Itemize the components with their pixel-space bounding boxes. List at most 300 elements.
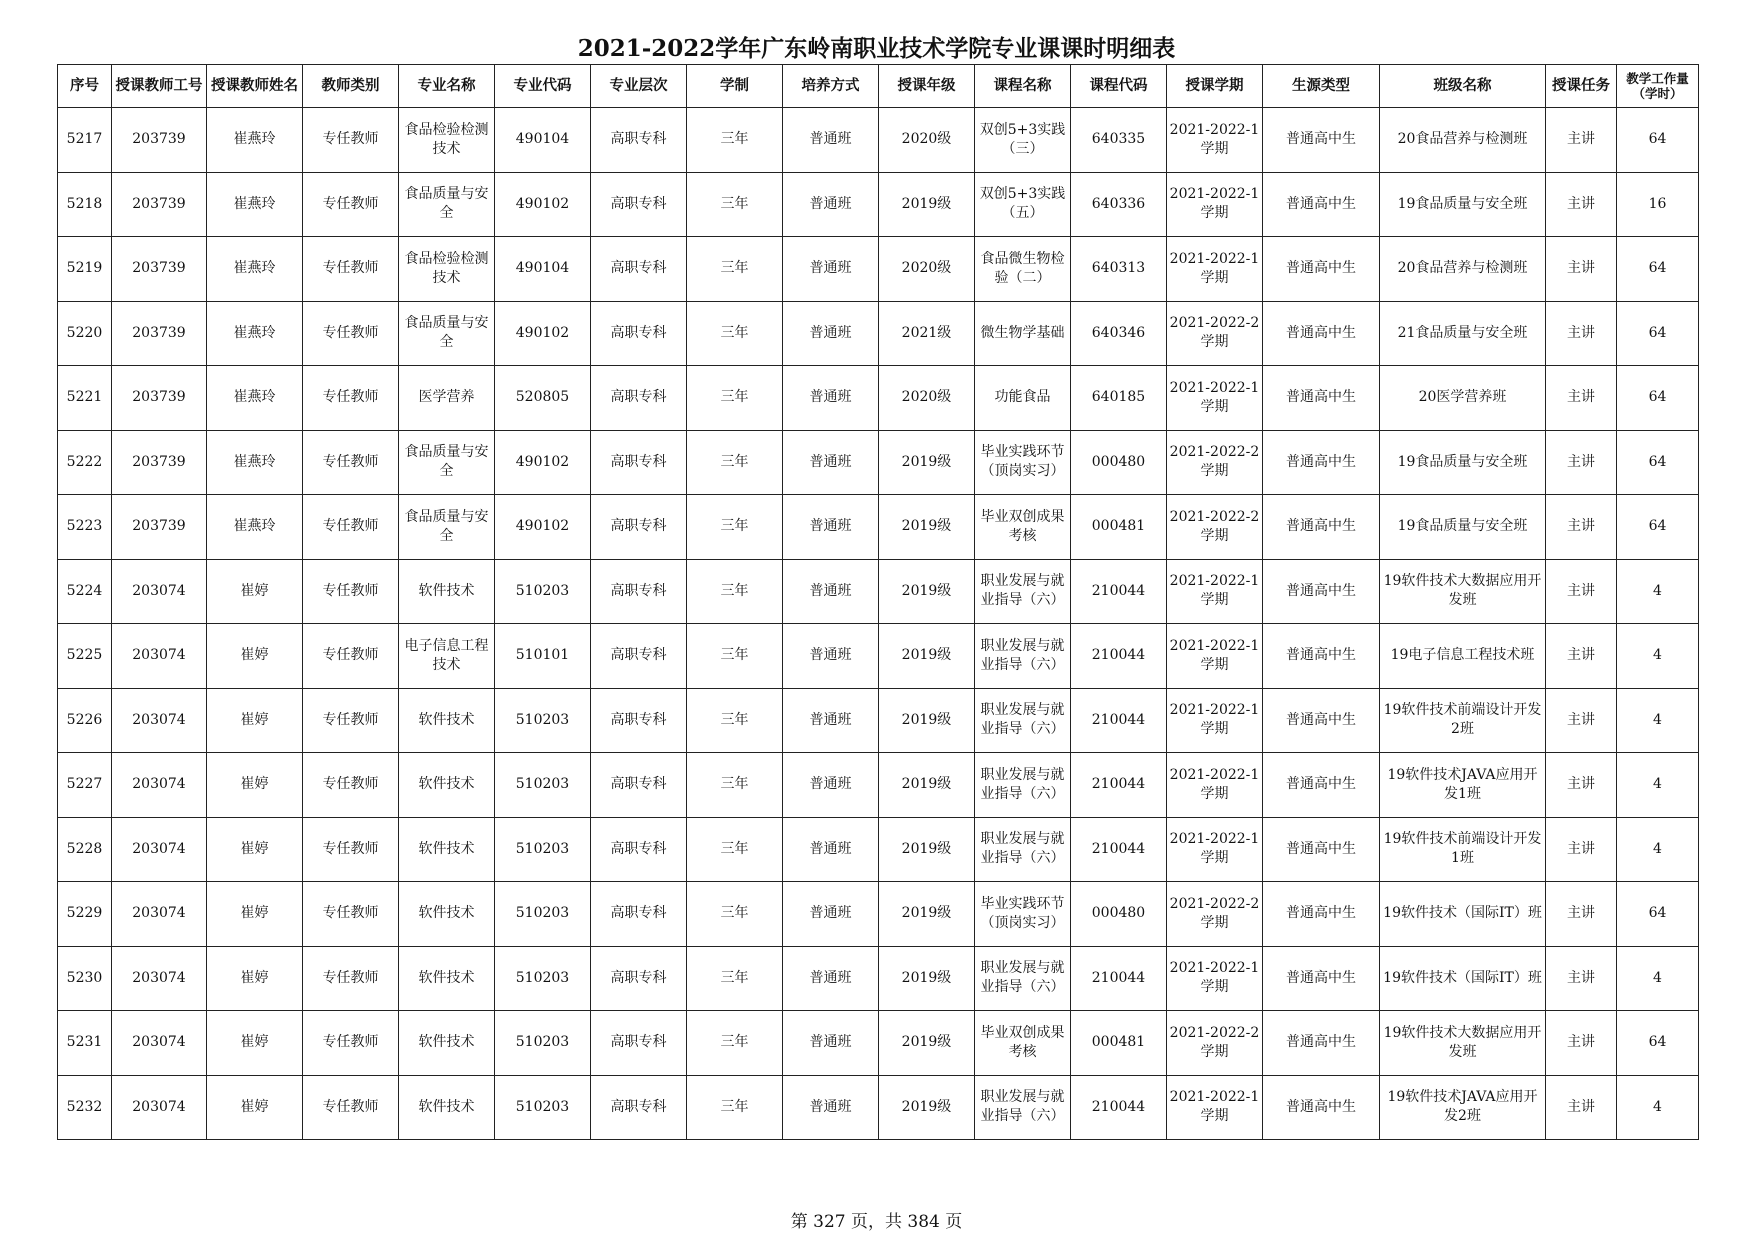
cell-major-code: 510203 [495, 1075, 591, 1140]
cell-workload: 16 [1617, 172, 1699, 237]
cell-teacher-type: 专任教师 [303, 753, 399, 818]
cell-grade: 2019级 [879, 817, 975, 882]
cell-seq: 5221 [58, 366, 112, 431]
cell-major-level: 高职专科 [591, 753, 687, 818]
cell-grade: 2021级 [879, 301, 975, 366]
cell-seq: 5225 [58, 624, 112, 689]
cell-task: 主讲 [1546, 688, 1617, 753]
cell-course-name: 功能食品 [975, 366, 1071, 431]
cell-student-source: 普通高中生 [1263, 1075, 1380, 1140]
cell-semester: 2021-2022-2学期 [1167, 1011, 1263, 1076]
cell-task: 主讲 [1546, 817, 1617, 882]
cell-grade: 2019级 [879, 882, 975, 947]
cell-course-code: 210044 [1071, 753, 1167, 818]
cell-major-code: 490102 [495, 430, 591, 495]
cell-student-source: 普通高中生 [1263, 688, 1380, 753]
cell-course-code: 210044 [1071, 688, 1167, 753]
cell-grade: 2019级 [879, 688, 975, 753]
cell-training-mode: 普通班 [783, 559, 879, 624]
cell-task: 主讲 [1546, 882, 1617, 947]
cell-training-mode: 普通班 [783, 1011, 879, 1076]
cell-workload: 4 [1617, 753, 1699, 818]
column-header: 专业层次 [591, 65, 687, 108]
cell-duration: 三年 [687, 1075, 783, 1140]
cell-teacher-type: 专任教师 [303, 430, 399, 495]
cell-seq: 5220 [58, 301, 112, 366]
cell-duration: 三年 [687, 495, 783, 560]
cell-class-name: 19电子信息工程技术班 [1380, 624, 1546, 689]
cell-teacher-type: 专任教师 [303, 559, 399, 624]
cell-teacher-id: 203074 [112, 559, 207, 624]
table-row [58, 237, 1699, 302]
cell-grade: 2020级 [879, 108, 975, 173]
cell-seq: 5217 [58, 108, 112, 173]
cell-duration: 三年 [687, 817, 783, 882]
cell-workload: 4 [1617, 1075, 1699, 1140]
cell-major-name: 软件技术 [399, 688, 495, 753]
table-row [58, 366, 1699, 431]
cell-major-level: 高职专科 [591, 172, 687, 237]
cell-major-level: 高职专科 [591, 366, 687, 431]
cell-grade: 2019级 [879, 1075, 975, 1140]
cell-teacher-type: 专任教师 [303, 882, 399, 947]
cell-workload: 4 [1617, 817, 1699, 882]
cell-major-level: 高职专科 [591, 1075, 687, 1140]
cell-major-name: 电子信息工程技术 [399, 624, 495, 689]
cell-course-code: 210044 [1071, 1075, 1167, 1140]
cell-major-level: 高职专科 [591, 237, 687, 302]
cell-workload: 64 [1617, 108, 1699, 173]
cell-duration: 三年 [687, 1011, 783, 1076]
cell-duration: 三年 [687, 108, 783, 173]
cell-major-name: 软件技术 [399, 559, 495, 624]
cell-major-name: 食品质量与安全 [399, 430, 495, 495]
cell-teacher-id: 203074 [112, 624, 207, 689]
cell-workload: 4 [1617, 624, 1699, 689]
cell-teacher-type: 专任教师 [303, 624, 399, 689]
cell-student-source: 普通高中生 [1263, 237, 1380, 302]
cell-teacher-id: 203074 [112, 1011, 207, 1076]
cell-duration: 三年 [687, 237, 783, 302]
column-header: 授课任务 [1546, 65, 1617, 108]
cell-major-level: 高职专科 [591, 946, 687, 1011]
cell-course-code: 640346 [1071, 301, 1167, 366]
cell-course-name: 职业发展与就业指导（六） [975, 946, 1071, 1011]
cell-task: 主讲 [1546, 237, 1617, 302]
cell-course-name: 双创5+3实践（三） [975, 108, 1071, 173]
cell-teacher-id: 203739 [112, 301, 207, 366]
cell-seq: 5232 [58, 1075, 112, 1140]
course-hours-table [57, 64, 1699, 1140]
cell-task: 主讲 [1546, 946, 1617, 1011]
table-row [58, 817, 1699, 882]
cell-workload: 4 [1617, 559, 1699, 624]
cell-teacher-name: 崔婷 [207, 688, 303, 753]
column-header: 培养方式 [783, 65, 879, 108]
cell-major-name: 软件技术 [399, 882, 495, 947]
cell-duration: 三年 [687, 301, 783, 366]
cell-teacher-id: 203739 [112, 366, 207, 431]
cell-major-name: 食品检验检测技术 [399, 237, 495, 302]
cell-task: 主讲 [1546, 559, 1617, 624]
cell-teacher-type: 专任教师 [303, 366, 399, 431]
cell-class-name: 20食品营养与检测班 [1380, 237, 1546, 302]
column-header: 序号 [58, 65, 112, 108]
column-header: 专业名称 [399, 65, 495, 108]
cell-course-name: 职业发展与就业指导（六） [975, 753, 1071, 818]
cell-course-code: 000480 [1071, 430, 1167, 495]
table-row [58, 430, 1699, 495]
cell-training-mode: 普通班 [783, 688, 879, 753]
cell-semester: 2021-2022-1学期 [1167, 366, 1263, 431]
cell-task: 主讲 [1546, 495, 1617, 560]
column-header: 授课年级 [879, 65, 975, 108]
cell-course-code: 000481 [1071, 1011, 1167, 1076]
column-header: 教学工作量（学时） [1617, 65, 1699, 108]
column-header: 授课学期 [1167, 65, 1263, 108]
column-header: 教师类别 [303, 65, 399, 108]
cell-teacher-id: 203074 [112, 688, 207, 753]
cell-major-name: 食品质量与安全 [399, 495, 495, 560]
cell-major-code: 490102 [495, 172, 591, 237]
cell-major-level: 高职专科 [591, 688, 687, 753]
cell-major-name: 医学营养 [399, 366, 495, 431]
cell-teacher-id: 203739 [112, 430, 207, 495]
cell-workload: 64 [1617, 430, 1699, 495]
cell-teacher-type: 专任教师 [303, 172, 399, 237]
cell-grade: 2019级 [879, 559, 975, 624]
cell-major-name: 软件技术 [399, 1075, 495, 1140]
cell-semester: 2021-2022-1学期 [1167, 172, 1263, 237]
cell-major-name: 软件技术 [399, 753, 495, 818]
cell-grade: 2020级 [879, 237, 975, 302]
table-row [58, 624, 1699, 689]
column-header: 生源类型 [1263, 65, 1380, 108]
cell-semester: 2021-2022-2学期 [1167, 430, 1263, 495]
cell-training-mode: 普通班 [783, 430, 879, 495]
column-header: 专业代码 [495, 65, 591, 108]
cell-student-source: 普通高中生 [1263, 624, 1380, 689]
cell-course-code: 640335 [1071, 108, 1167, 173]
cell-teacher-type: 专任教师 [303, 1075, 399, 1140]
cell-course-code: 000481 [1071, 495, 1167, 560]
table-row [58, 172, 1699, 237]
table-row [58, 946, 1699, 1011]
cell-course-code: 210044 [1071, 624, 1167, 689]
cell-course-code: 640336 [1071, 172, 1167, 237]
cell-major-name: 食品质量与安全 [399, 172, 495, 237]
cell-teacher-name: 崔婷 [207, 753, 303, 818]
cell-major-code: 490102 [495, 301, 591, 366]
cell-training-mode: 普通班 [783, 753, 879, 818]
cell-training-mode: 普通班 [783, 624, 879, 689]
cell-semester: 2021-2022-2学期 [1167, 495, 1263, 560]
cell-student-source: 普通高中生 [1263, 753, 1380, 818]
cell-course-name: 毕业实践环节（顶岗实习） [975, 882, 1071, 947]
cell-seq: 5224 [58, 559, 112, 624]
cell-major-level: 高职专科 [591, 817, 687, 882]
cell-teacher-id: 203074 [112, 946, 207, 1011]
cell-workload: 64 [1617, 237, 1699, 302]
cell-task: 主讲 [1546, 301, 1617, 366]
cell-workload: 64 [1617, 495, 1699, 560]
cell-seq: 5222 [58, 430, 112, 495]
cell-course-name: 毕业双创成果考核 [975, 1011, 1071, 1076]
cell-major-level: 高职专科 [591, 882, 687, 947]
cell-class-name: 19软件技术前端设计开发1班 [1380, 817, 1546, 882]
cell-grade: 2019级 [879, 495, 975, 560]
cell-duration: 三年 [687, 624, 783, 689]
table-row [58, 108, 1699, 173]
cell-major-level: 高职专科 [591, 495, 687, 560]
cell-major-name: 食品检验检测技术 [399, 108, 495, 173]
cell-training-mode: 普通班 [783, 301, 879, 366]
cell-major-level: 高职专科 [591, 430, 687, 495]
cell-task: 主讲 [1546, 624, 1617, 689]
cell-course-name: 毕业双创成果考核 [975, 495, 1071, 560]
cell-semester: 2021-2022-1学期 [1167, 624, 1263, 689]
cell-teacher-id: 203739 [112, 172, 207, 237]
cell-teacher-name: 崔燕玲 [207, 301, 303, 366]
cell-semester: 2021-2022-1学期 [1167, 817, 1263, 882]
cell-teacher-name: 崔婷 [207, 624, 303, 689]
cell-major-code: 490102 [495, 495, 591, 560]
cell-class-name: 20食品营养与检测班 [1380, 108, 1546, 173]
cell-training-mode: 普通班 [783, 817, 879, 882]
cell-teacher-id: 203739 [112, 108, 207, 173]
cell-grade: 2019级 [879, 753, 975, 818]
cell-major-level: 高职专科 [591, 301, 687, 366]
cell-course-name: 食品微生物检验（二） [975, 237, 1071, 302]
cell-class-name: 19软件技术前端设计开发2班 [1380, 688, 1546, 753]
cell-class-name: 20医学营养班 [1380, 366, 1546, 431]
cell-course-code: 000480 [1071, 882, 1167, 947]
cell-teacher-id: 203074 [112, 817, 207, 882]
cell-duration: 三年 [687, 882, 783, 947]
cell-major-name: 软件技术 [399, 817, 495, 882]
cell-course-name: 毕业实践环节（顶岗实习） [975, 430, 1071, 495]
cell-teacher-name: 崔燕玲 [207, 495, 303, 560]
cell-course-name: 双创5+3实践（五） [975, 172, 1071, 237]
table-row [58, 1075, 1699, 1140]
cell-teacher-type: 专任教师 [303, 1011, 399, 1076]
cell-workload: 64 [1617, 301, 1699, 366]
cell-course-code: 210044 [1071, 559, 1167, 624]
cell-teacher-name: 崔婷 [207, 1075, 303, 1140]
cell-teacher-type: 专任教师 [303, 301, 399, 366]
table-body [58, 108, 1699, 1140]
cell-student-source: 普通高中生 [1263, 495, 1380, 560]
cell-course-code: 210044 [1071, 817, 1167, 882]
cell-teacher-type: 专任教师 [303, 946, 399, 1011]
cell-major-code: 520805 [495, 366, 591, 431]
cell-student-source: 普通高中生 [1263, 108, 1380, 173]
cell-grade: 2019级 [879, 1011, 975, 1076]
cell-class-name: 19软件技术（国际IT）班 [1380, 946, 1546, 1011]
cell-major-level: 高职专科 [591, 624, 687, 689]
cell-duration: 三年 [687, 430, 783, 495]
cell-teacher-name: 崔婷 [207, 946, 303, 1011]
cell-grade: 2020级 [879, 366, 975, 431]
cell-semester: 2021-2022-1学期 [1167, 753, 1263, 818]
cell-workload: 4 [1617, 688, 1699, 753]
cell-course-code: 640313 [1071, 237, 1167, 302]
cell-teacher-type: 专任教师 [303, 108, 399, 173]
cell-student-source: 普通高中生 [1263, 172, 1380, 237]
table-row [58, 882, 1699, 947]
cell-workload: 4 [1617, 946, 1699, 1011]
table-row [58, 1011, 1699, 1076]
cell-class-name: 19食品质量与安全班 [1380, 172, 1546, 237]
cell-student-source: 普通高中生 [1263, 882, 1380, 947]
cell-student-source: 普通高中生 [1263, 1011, 1380, 1076]
cell-teacher-id: 203074 [112, 753, 207, 818]
cell-major-code: 490104 [495, 108, 591, 173]
cell-course-name: 职业发展与就业指导（六） [975, 817, 1071, 882]
cell-major-code: 510101 [495, 624, 591, 689]
cell-training-mode: 普通班 [783, 108, 879, 173]
cell-course-code: 640185 [1071, 366, 1167, 431]
cell-student-source: 普通高中生 [1263, 559, 1380, 624]
cell-teacher-name: 崔燕玲 [207, 237, 303, 302]
cell-teacher-name: 崔燕玲 [207, 172, 303, 237]
column-header: 授课教师工号 [112, 65, 207, 108]
cell-student-source: 普通高中生 [1263, 430, 1380, 495]
cell-task: 主讲 [1546, 1075, 1617, 1140]
cell-seq: 5228 [58, 817, 112, 882]
cell-task: 主讲 [1546, 172, 1617, 237]
column-header: 课程名称 [975, 65, 1071, 108]
cell-teacher-type: 专任教师 [303, 237, 399, 302]
cell-teacher-name: 崔婷 [207, 817, 303, 882]
cell-class-name: 19食品质量与安全班 [1380, 430, 1546, 495]
cell-major-name: 食品质量与安全 [399, 301, 495, 366]
cell-seq: 5218 [58, 172, 112, 237]
table-row [58, 495, 1699, 560]
cell-teacher-name: 崔婷 [207, 1011, 303, 1076]
cell-training-mode: 普通班 [783, 495, 879, 560]
cell-semester: 2021-2022-1学期 [1167, 237, 1263, 302]
cell-major-code: 510203 [495, 1011, 591, 1076]
cell-task: 主讲 [1546, 753, 1617, 818]
cell-course-code: 210044 [1071, 946, 1167, 1011]
cell-semester: 2021-2022-1学期 [1167, 1075, 1263, 1140]
cell-duration: 三年 [687, 366, 783, 431]
cell-major-name: 软件技术 [399, 1011, 495, 1076]
cell-teacher-id: 203739 [112, 495, 207, 560]
page-number: 第 327 页，共 384 页 [790, 1212, 963, 1232]
cell-course-name: 职业发展与就业指导（六） [975, 559, 1071, 624]
cell-duration: 三年 [687, 688, 783, 753]
cell-duration: 三年 [687, 753, 783, 818]
cell-task: 主讲 [1546, 1011, 1617, 1076]
cell-training-mode: 普通班 [783, 366, 879, 431]
cell-class-name: 19食品质量与安全班 [1380, 495, 1546, 560]
cell-class-name: 21食品质量与安全班 [1380, 301, 1546, 366]
cell-teacher-name: 崔燕玲 [207, 430, 303, 495]
cell-major-level: 高职专科 [591, 559, 687, 624]
column-header: 班级名称 [1380, 65, 1546, 108]
cell-teacher-type: 专任教师 [303, 688, 399, 753]
table-row [58, 753, 1699, 818]
cell-major-code: 510203 [495, 753, 591, 818]
cell-major-code: 490104 [495, 237, 591, 302]
column-header: 学制 [687, 65, 783, 108]
cell-training-mode: 普通班 [783, 882, 879, 947]
cell-semester: 2021-2022-2学期 [1167, 882, 1263, 947]
cell-teacher-id: 203074 [112, 1075, 207, 1140]
cell-major-code: 510203 [495, 946, 591, 1011]
cell-major-name: 软件技术 [399, 946, 495, 1011]
cell-grade: 2019级 [879, 430, 975, 495]
cell-major-code: 510203 [495, 559, 591, 624]
cell-seq: 5227 [58, 753, 112, 818]
cell-course-name: 职业发展与就业指导（六） [975, 688, 1071, 753]
cell-course-name: 职业发展与就业指导（六） [975, 624, 1071, 689]
cell-major-level: 高职专科 [591, 108, 687, 173]
cell-seq: 5230 [58, 946, 112, 1011]
cell-teacher-name: 崔婷 [207, 559, 303, 624]
cell-training-mode: 普通班 [783, 237, 879, 302]
cell-class-name: 19软件技术大数据应用开发班 [1380, 559, 1546, 624]
cell-major-code: 510203 [495, 688, 591, 753]
cell-course-name: 职业发展与就业指导（六） [975, 1075, 1071, 1140]
column-header: 授课教师姓名 [207, 65, 303, 108]
cell-major-code: 510203 [495, 817, 591, 882]
page-title: 2021-2022学年广东岭南职业技术学院专业课课时明细表 [577, 35, 1176, 62]
cell-semester: 2021-2022-1学期 [1167, 108, 1263, 173]
cell-student-source: 普通高中生 [1263, 366, 1380, 431]
cell-duration: 三年 [687, 172, 783, 237]
cell-seq: 5231 [58, 1011, 112, 1076]
cell-class-name: 19软件技术JAVA应用开发2班 [1380, 1075, 1546, 1140]
cell-teacher-id: 203739 [112, 237, 207, 302]
cell-semester: 2021-2022-2学期 [1167, 301, 1263, 366]
cell-seq: 5223 [58, 495, 112, 560]
cell-seq: 5229 [58, 882, 112, 947]
table-row [58, 301, 1699, 366]
cell-seq: 5219 [58, 237, 112, 302]
cell-major-level: 高职专科 [591, 1011, 687, 1076]
cell-seq: 5226 [58, 688, 112, 753]
cell-course-name: 微生物学基础 [975, 301, 1071, 366]
cell-workload: 64 [1617, 882, 1699, 947]
cell-teacher-id: 203074 [112, 882, 207, 947]
cell-teacher-name: 崔燕玲 [207, 108, 303, 173]
cell-task: 主讲 [1546, 430, 1617, 495]
cell-class-name: 19软件技术大数据应用开发班 [1380, 1011, 1546, 1076]
cell-grade: 2019级 [879, 172, 975, 237]
cell-teacher-name: 崔婷 [207, 882, 303, 947]
cell-duration: 三年 [687, 559, 783, 624]
cell-duration: 三年 [687, 946, 783, 1011]
cell-training-mode: 普通班 [783, 1075, 879, 1140]
cell-student-source: 普通高中生 [1263, 946, 1380, 1011]
cell-class-name: 19软件技术JAVA应用开发1班 [1380, 753, 1546, 818]
column-header: 课程代码 [1071, 65, 1167, 108]
cell-major-code: 510203 [495, 882, 591, 947]
cell-workload: 64 [1617, 366, 1699, 431]
cell-semester: 2021-2022-1学期 [1167, 946, 1263, 1011]
table-header-row [58, 65, 1699, 108]
cell-teacher-type: 专任教师 [303, 817, 399, 882]
cell-student-source: 普通高中生 [1263, 817, 1380, 882]
cell-task: 主讲 [1546, 366, 1617, 431]
cell-student-source: 普通高中生 [1263, 301, 1380, 366]
cell-semester: 2021-2022-1学期 [1167, 688, 1263, 753]
cell-grade: 2019级 [879, 624, 975, 689]
table-row [58, 688, 1699, 753]
